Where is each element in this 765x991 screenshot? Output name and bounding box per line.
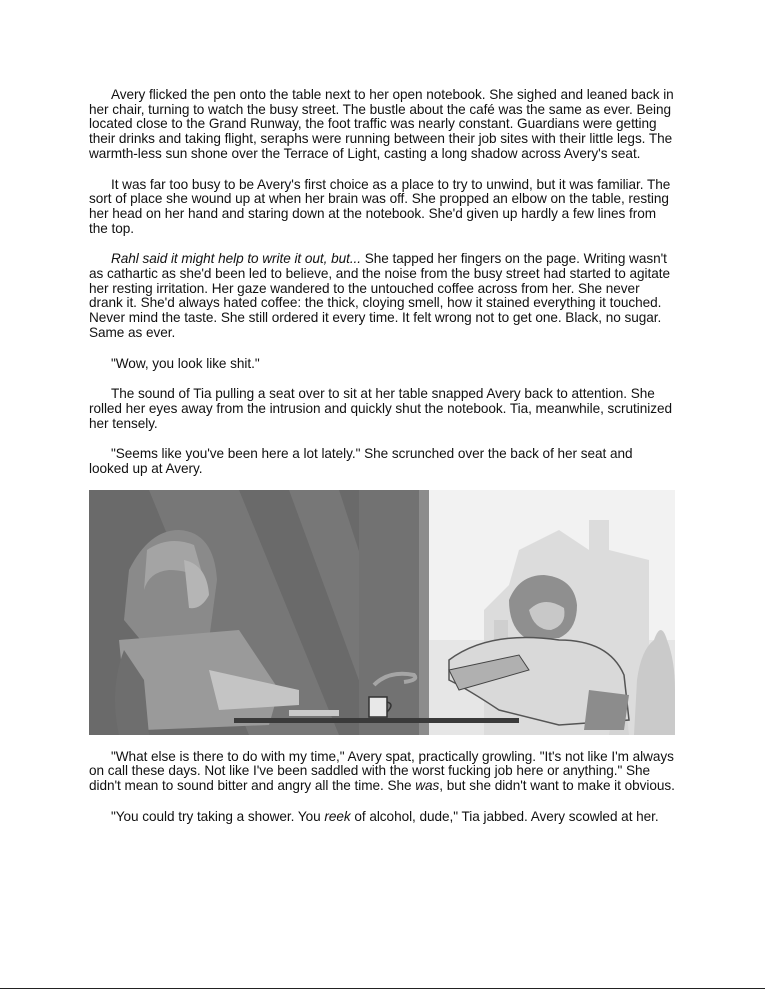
paragraph-2: It was far too busy to be Avery's first choice as a place to try to unwind, but it was familiar. The sort of place she wound up at when her brain was off. She propped an elbow on the table, resting her head on her hand and staring down at the notebook. She'd given up hardly a few lines from the top. (89, 176, 671, 236)
paragraph-7-text-a: "What else is there to do with my time," Avery spat, practically growling. "It's not like I'm always on call these days. Not like I've been saddled with the worst fucking job here or anything." She didn't mean to sound bitter and angry all the time. She (89, 748, 674, 794)
paragraph-7-text-b: , but she didn't want to make it obvious. (439, 778, 675, 794)
paragraph-3 (89, 252, 675, 340)
paragraph-5: The sound of Tia pulling a seat over to sit at her table snapped Avery back to attention. She rolled her eyes away from the intrusion and quickly shut the notebook. Tia, meanwhile, scrutinized her tensely. (89, 386, 672, 431)
paragraph-1: Avery flicked the pen onto the table next to her open notebook. She sighed and leaned back in her chair, turning to watch the busy street. The bustle about the café was the same as ever. Being located close to the Grand Runway, the foot traffic was nearly constant. Guardians were getting their drinks and taking flight, seraphs were running between their job sites with their little legs. The warmth-less sun shone over the Terrace of Light, casting a long shadow across Avery's seat. (89, 87, 674, 161)
bottom-divider (0, 988, 765, 989)
paragraph-7 (89, 750, 675, 794)
paragraph-8 (89, 810, 675, 825)
page-body (89, 88, 675, 841)
italic-emphasis-reek: reek (324, 808, 351, 824)
italic-emphasis-was: was (415, 778, 440, 794)
paragraph-3-text: She tapped her fingers on the page. Writing wasn't as cathartic as she'd been led to believe, and the noise from the busy street had started to agitate her resting irritation. Her gaze wandered to the untouched coffee across from her. She never drank it. She'd always hated coffee: the thick, cloying smell, how it stained everything it touched. Never mind the taste. She still ordered it every time. It felt wrong not to get one. Black, no sugar. Same as ever. (89, 251, 670, 340)
paragraph-4: "Wow, you look like shit." (111, 355, 260, 371)
italic-thought: Rahl said it might help to write it out, but... (111, 251, 362, 267)
cafe-illustration (89, 490, 675, 735)
paragraph-8-text-b: of alcohol, dude," Tia jabbed. Avery scowled at her. (350, 808, 659, 824)
paragraph-8-text-a: "You could try taking a shower. You (111, 808, 325, 824)
paragraph-6: "Seems like you've been here a lot lately." She scrunched over the back of her seat and looked up at Avery. (89, 446, 633, 477)
